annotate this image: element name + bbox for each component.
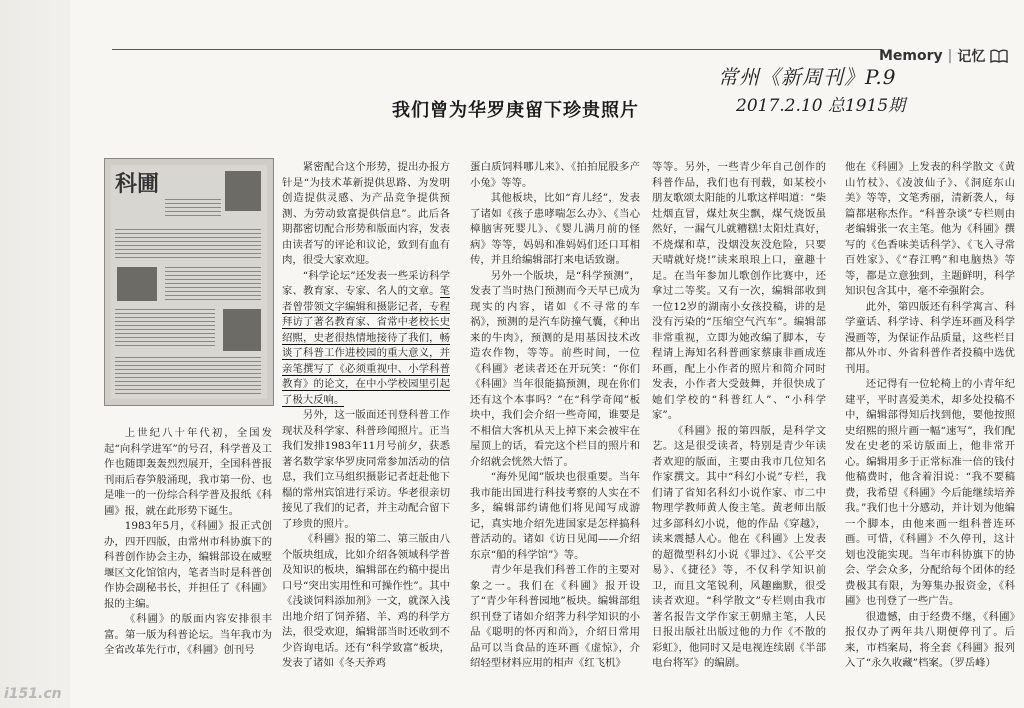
paragraph-lead: “科学论坛”还发表一些采访科学家、教育家、专家、名人的文章。 bbox=[282, 269, 450, 297]
paragraph: 他在《科圃》上发表的科学散文《黄山竹杖》、《凌波仙子》、《洞庭东山美》等等，文笔秀丽，清新袭人，每篇都堪称杰作。“科普杂谈”专栏则由老编辑张一农主笔。他为《科圃》撰写的《色香味美话科学》、《飞入寻常百姓家》、《“春江鸭”和电脑热》等等，都是立意独到，主题鲜明，科学知识包含其中，毫不牵强附会。 bbox=[845, 161, 1015, 297]
photo-image bbox=[223, 309, 261, 351]
article-column-2 bbox=[282, 160, 450, 672]
handwritten-source-note bbox=[718, 66, 968, 117]
paragraph: 很遗憾，由于经费不继，《科圃》报仅办了两年共八期便停刊了。后来，市档案局，将全套《科圃》报列入了“永久收藏”档案。（罗岳峰） bbox=[845, 610, 1015, 669]
photo-text-block bbox=[165, 267, 261, 301]
scan-margin bbox=[0, 0, 70, 708]
paragraph: 蛋白质饲料哪儿来》、《拍拍屁股多产小兔》等等。 bbox=[470, 161, 640, 189]
paragraph: 另外，这一版面还刊登科普工作现状及科学家、科普珍闻照片。正当我们发排1983年11月号前夕，获悉著名数学家华罗庚同常参加活动的信息，我们立马组织摄影记者赶赴他下榻的常州宾馆进行采访。华老很亲切接见了我们的记者，并主动配合留下了珍贵的照片。 bbox=[282, 409, 450, 530]
paragraph: 还记得有一位轮椅上的小青年纪建平，平时喜爱美术，却多处投稿不中，编辑部得知后找到他，要他按照史绍熙的照片画一幅“速写”，我们配发在史老的采访版面上，他非常开心。编辑用多于正常标准一倍的钱付他稿费时，他含着泪说：“我不要稿费，我希望《科圃》今后能继续培养我。”我们也十分感动，并计划为他编一个脚本，由他来画一组科普连环画。可惜，《科圃》不久停刊，这计划也没能实现。当年市科协旗下的协会、学会众多，分配给每个团体的经费极其有限，为筹集办报资金，《科圃》也刊登了一些广告。 bbox=[845, 378, 1015, 607]
photo-text-block bbox=[115, 309, 215, 349]
article-title: 我们曾为华罗庚留下珍贵照片 bbox=[392, 100, 639, 121]
article-column-3 bbox=[470, 160, 640, 672]
site-watermark: i151.cn bbox=[4, 686, 62, 702]
paragraph: 青少年是我们科普工作的主要对象之一。我们在《科圃》报开设了“青少年科普园地”板块。编辑部组织刊登了诸如介绍荠力科学知识的小品《聪明的怀丙和尚》，介绍日常用品可以当食品的连环画《虚惊》，介绍轻型材料应用的相声《红飞机》 bbox=[470, 564, 640, 669]
paragraph: 《科圃》报的第二、第三版由八个版块组成，比如介绍各领域科学普及知识的板块，编辑部在约稿中提出口号“突出实用性和可操作性”。其中《浅谈饲料添加剂》一文，就深入浅出地介绍了饲养猪、羊、鸡的科学方法，很受欢迎，编辑部当时还收到不少咨询电话。还有“科学致富”板块，发表了诸如《冬天养鸡 bbox=[282, 533, 450, 669]
paragraph: 《科圃》的版面内容安排很丰富。第一版为科普论坛。当年我市为全省改革先行市，《科圃》创刊号 bbox=[104, 613, 272, 656]
article-column-5 bbox=[845, 160, 1015, 672]
handnote-line-1: 常州《新周刊》P.9 bbox=[718, 65, 897, 89]
article-column-4 bbox=[652, 160, 826, 672]
section-header bbox=[879, 46, 1008, 66]
photo-text-block bbox=[165, 199, 221, 219]
photo-text-block bbox=[115, 229, 261, 259]
paragraph: 另外一个版块，是“科学预测”，发表了当时热门预测而今天早已成为现实的内容，诸如《不寻常的车祸》，预测的是汽车防撞气囊，《种出来的牛肉》，预测的是用基因技术改造农作物，等等。前些时间，一位《科圃》老读者还在开玩笑：“你们《科圃》当年很能搞预测，现在你们还有这个本事吗？”在“科学奇闻”板块中，我们会介绍一些奇闻，谁要是不相信大客机从天上掉下来会被牢在屋顶上的话，看完这个栏目的照片和介绍就会恍然大悟了。 bbox=[470, 269, 640, 468]
photo-portrait bbox=[225, 171, 261, 211]
paragraph: 1983年5月，《科圃》报正式创办，四开四版，由常州市科协旗下的科普创作协会主办，编辑部设在威墅堰区文化馆馆内，笔者当时是科普创作协会副秘书长，并担任了《科圃》报的主编。 bbox=[104, 520, 272, 610]
section-label-cn: 记忆 bbox=[957, 49, 986, 65]
header-rule bbox=[112, 49, 882, 50]
article-column-1 bbox=[104, 426, 272, 659]
paragraph: 等等。另外，一些青少年自己创作的科普作品，我们也有刊载，如某校小朋友歌颂太阳能的儿歌这样唱道：“柴灶烟直冒，煤灶灰尘飘，煤气烧饭虽然好，一漏气儿就糟糕!太阳灶真好，不烧煤和草，没烟没灰没危险，只要天晴就好烧!”读来琅琅上口，童趣十足。在当年参加儿歌创作比赛中，还拿过二等奖。又有一次，编辑部收到一位12岁的湖南小女孩投稿，讲的是没有污染的“压缩空气汽车”。编辑部非常重视，立即为她改编了脚本，专程请上海知名科普画家蔡康非画成连环画，配上小作者的照片和简介同时发表，小作者大受鼓舞，并很快成了她们学校的“科普红人”、“小科学家”。 bbox=[652, 161, 826, 421]
underlined-passage: 笔者曾带领文字编辑和摄影记者，专程拜访了著名教育家、省常中老校长史绍熙，史老很热情地接待了我们，畅谈了科普工作进校园的重大意义，并亲笔撰写了《必须重视中、小学科普教育》的论文，在中小学校园里引起了极大反响。 bbox=[282, 285, 450, 406]
paragraph: 紧密配合这个形势，提出办报方针是“为技术革新提供思路、为发明创造提供灵感、为产品竞争提供预测、为劳动致富提供信息”。此后各期都密切配合形势和版面内容，发表由读者写的评论和议论，致到有血有肉，很受大家欢迎。 bbox=[282, 161, 450, 266]
paragraph: “海外见闻”版块也很重要。当年我市能出国进行科技考察的人实在不多，编辑部约请他们将见闻写成游记，真实地介绍先进国家是怎样搞科普活动的。诸如《访日见闻——介绍东京“船的科学馆”》等。 bbox=[470, 471, 640, 561]
section-label-en: Memory bbox=[879, 48, 943, 64]
book-icon bbox=[990, 49, 1008, 63]
photo-image bbox=[117, 267, 157, 301]
photo-masthead: 科圃 bbox=[115, 171, 160, 197]
photo-text-block bbox=[115, 357, 261, 395]
paragraph: 此外，第四版还有科学寓言、科学童话、科学诗、科学连环画及科学漫画等，为保证作品质量，这些栏目都从外市、外省科普作者投稿中选优刊用。 bbox=[845, 300, 1015, 375]
paragraph: 上世纪八十年代初，全国发起“向科学进军”的号召，科学普及工作也随即轰轰烈烈展开，全国科普报刊雨后春笋般涌现，我市第一份、也是唯一的一份综合科学普及报纸《科圃》报，就在此形势下诞生。 bbox=[104, 427, 272, 517]
paragraph: 其他板块，比如“育儿经”，发表了诸如《孩子患哮喘怎么办》、《当心樟脑害死婴儿》、《婴儿满月前的怪病》等等，妈妈和准妈妈们还口耳相传，并且给编辑部打来电话致谢。 bbox=[470, 192, 640, 266]
newspaper-photo bbox=[104, 158, 274, 406]
section-separator: | bbox=[947, 48, 953, 64]
handnote-line-2: 2017.2.10 总1915期 bbox=[736, 96, 906, 116]
paragraph: 《科圃》报的第四版，是科学文艺。这是很受读者，特别是青少年读者欢迎的版面，主要由我市几位知名作家撰文。其中“科幻小说”专栏，我们请了省知名科幻小说作家、市二中物理学教师黄人俊主笔。黄老师出版过多部科幻小说，他的作品《穿越》，读来震撼人心。他在《科圃》上发表的超微型科幻小说《罪过》、《公平交易》、《捷径》等，不仅科学知识前卫，而且文笔锐利，风趣幽默，很受读者欢迎。“科学散文”专栏则由我市著名报告文学作家王朝鼎主笔，人民日报出版社出版过他的力作《不散的彩虹》，他同时又是电视连续剧《半部电台将军》的编剧。 bbox=[652, 424, 826, 669]
paragraph bbox=[282, 269, 450, 409]
